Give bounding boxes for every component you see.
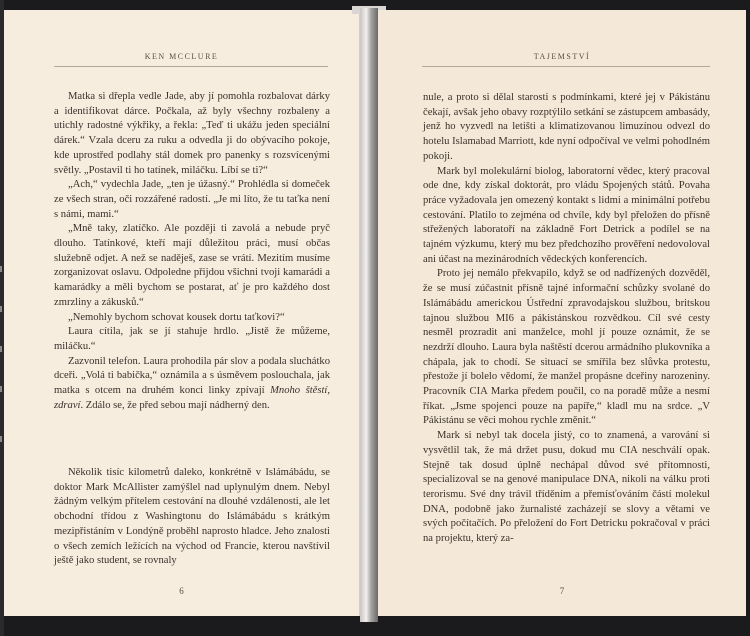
book-spine: [360, 8, 378, 622]
header-rule: [54, 66, 328, 67]
paragraph: „Nemohly bychom schovat kousek dortu taťkovi?“: [68, 311, 285, 323]
paragraph: Laura cítila, jak se jí stahuje hrdlo. „Jistě že můžeme, miláčku.“: [54, 326, 330, 352]
paragraph: [54, 355, 330, 414]
left-page: [4, 10, 360, 616]
running-head-title: TAJEMSTVÍ: [533, 52, 591, 61]
edge-mark: [0, 306, 2, 312]
edge-mark: [0, 266, 2, 272]
edge-mark: [0, 386, 2, 392]
right-page: [378, 10, 746, 616]
paragraph: nule, a proto si dělal starosti s podmínkami, které jej v Pákistánu čekají, avšak jeho obavy rozptýlilo setkání se zástupcem ambasády, jenž ho vyzvedl na letišti a klimatizovanou limuzínou odvezl do hotelu Islamabad Marriott, kde nyní odpočíval ve velmi pohodlném pokoji.: [423, 92, 710, 162]
header-rule: [422, 66, 710, 67]
page-number: 6: [179, 586, 184, 596]
paragraph: „Mně taky, zlatíčko. Ale později ti zavolá a nebude pryč dlouho. Tatínkové, kteří mají důležitou práci, musí občas služebně odjet. A než se naděješ, zase se vrátí. Mezitím musíme zorganizovat oslavu. Odpoledne přijdou všichni tvoji kamarádi a kamarádky a měli bychom se postarat, ať je pro každého dost zmrzliny a zákusků.“: [54, 223, 330, 308]
edge-mark: [0, 346, 2, 352]
paragraph: Několik tisíc kilometrů daleko, konkrétně v Islámábádu, se doktor Mark McAllister zamýšlel nad uplynulým dnem. Nebyl žádným velkým přítelem cestování na dlouhé vzdálenosti, ale let obchodní třídou z Washingtonu do Islámábádu s krátkým mezipřistáním v Londýně proběhl naprosto hladce. Jeho znalosti o všech zemích ležících na východ od Francie, kterou navštívil ještě jako student, se rovnaly: [54, 467, 330, 567]
right-text-block-1: [423, 91, 710, 547]
paragraph: Mark byl molekulární biolog, laboratorní vědec, který pracoval ode dne, kdy získal doktorát, pro vládu Spojených států. Povaha práce vyžadovala jen omezený kontakt s lidmi a minimální potřebu cestování. Platilo to zejména od chvíle, kdy byl přeložen do přísně střežených laboratoří na základně Fort Detrick a podílel se na tajném výzkumu, který mu bez předchozího prověření nedovoloval ani účast na mezinárodních vědeckých konferencích.: [423, 165, 710, 265]
paragraph: Matka si dřepla vedle Jade, aby jí pomohla rozbalovat dárky a identifikovat dárce. Počkala, až byly všechny rozbaleny a utichly radostné výkřiky, a řekla: „Teď ti ukážu jeden speciální dárek.“ Vzala dceru za ruku a odvedla ji do obývacího pokoje, kde uprostřed podlahy stál domek pro panenky s rozsvícenými světly. „Postavil ti ho tatínek, miláčku. Líbí se ti?“: [54, 91, 330, 176]
left-text-block-2: [54, 466, 330, 569]
edge-mark: [0, 436, 2, 442]
left-text-block-1: [54, 90, 330, 413]
page-number: 7: [559, 586, 565, 596]
running-head-author: KEN MCCLURE: [144, 52, 219, 61]
paragraph: „Ach,“ vydechla Jade, „ten je úžasný.“ Prohlédla si domeček ze všech stran, oči rozzářené radostí. „Je mi líto, že tu taťka není s námi, mami.“: [54, 179, 330, 220]
paragraph: Proto jej nemálo překvapilo, když se od nadřízených dozvěděl, že se musí zúčastnit přísně tajné informační schůzky svolané do Islámábádu americkou Ústřední zpravodajskou službou, britskou tajnou službou MI6 a pákistánskou rozvědkou. Cíl své cesty nesměl prozradit ani manželce, mohl jí pouze oznámit, že se nezdrží dlouho. Laura byla naštěstí dcerou armádního plukovníka a chápala, jak to chodí. Se situací se smířila bez slůvka protestu, přestože jí bolelo vědomí, že manžel propásne dceřiny narozeniny. Pracovník CIA Marka předem poučil, co na poradě může a nesmí říkat. „Jsme spojenci pouze na papíře,“ kladl mu na srdce. „V Pákistánu se věci mohou rychle změnit.“: [423, 268, 710, 427]
song-title: Mnoho štěstí, zdraví: [54, 385, 330, 411]
paragraph: Mark si nebyl tak docela jistý, co to znamená, a varování si vysvětlil tak, že má držet pusu, dokud mu CIA neschválí opak. Stejně tak dosud úplně nechápal důvod své přítomnosti, specializoval se na genové manipulace DNA, nikoli na válku proti terorismu. Své dny trávil tříděním a přemísťováním částí molekul DNA, podobně jako žurnalisté zacházejí se slovy a větami ve svých počítačích. Po přeložení do Fort Detricku pokračoval v práci na projektu, který za-: [423, 430, 710, 545]
paragraph-text: Zazvonil telefon. Laura prohodila pár slov a podala sluchátko dceři. „Volá ti babička,“ oznámila a s úsměvem poslouchala, jak matka s otcem na druhém konci linky zpívají: [54, 355, 330, 397]
paragraph-text: . Zdálo se, že před sebou mají nádherný den.: [80, 399, 270, 411]
